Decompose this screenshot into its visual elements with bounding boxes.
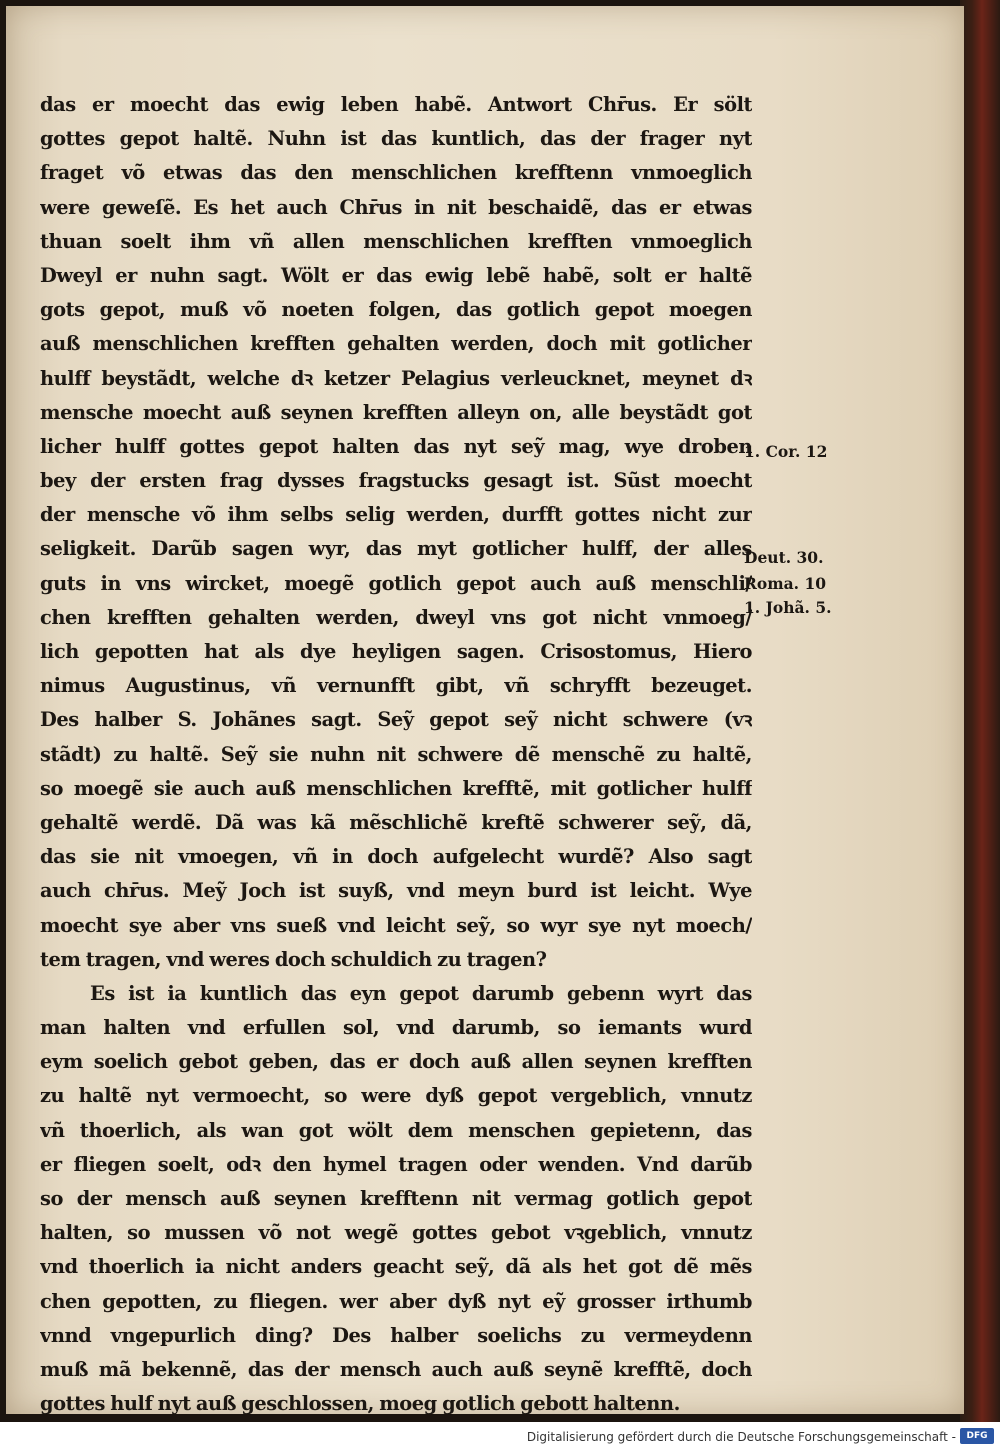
text-line: vnd thoerlich ia nicht anders geacht seỹ, dã als het got dẽ mẽs bbox=[40, 1255, 752, 1279]
text-line: eym soelich gebot geben, das er doch auß allen seynen krefften bbox=[40, 1050, 752, 1074]
text-line: so der mensch auß seynen krefftenn nit vermag gotlich gepot bbox=[40, 1187, 752, 1210]
text-line: mensche moecht auß seynen krefften alleyn on, alle beystãdt got bbox=[40, 400, 752, 424]
text-line: lich gepotten hat als dye heyligen sagen. Crisostomus, Hiero bbox=[40, 640, 752, 663]
text-line: fraget võ etwas das den menschlichen krefftenn vnmoeglich bbox=[40, 161, 752, 185]
text-line: guts in vns wircket, moegẽ gotlich gepot auch auß menschli/ bbox=[40, 571, 752, 595]
text-line: muß mã bekennẽ, das der mensch auch auß seynẽ krefftẽ, doch bbox=[40, 1357, 752, 1381]
text-line: gottes gepot haltẽ. Nuhn ist das kuntlich, das der frager nyt bbox=[40, 127, 752, 151]
dfg-logo-icon: DFG bbox=[960, 1428, 994, 1444]
text-line: thuan soelt ihm vñ allen menschlichen krefften vnmoeglich bbox=[40, 229, 752, 253]
margin-note: 1. Cor. 12 bbox=[744, 442, 828, 461]
text-line: das er moecht das ewig leben habẽ. Antwort Chr̄us. Er sölt bbox=[40, 93, 752, 116]
page-edge bbox=[960, 0, 1000, 1422]
text-line: Dweyl er nuhn sagt. Wölt er das ewig lebẽ habẽ, solt er haltẽ bbox=[40, 263, 752, 287]
text-line: Es ist ia kuntlich das eyn gepot darumb gebenn wyrt das bbox=[90, 981, 752, 1005]
text-line: Des halber S. Johãnes sagt. Seỹ gepot seỹ nicht schwere (vꝛ bbox=[40, 708, 752, 732]
text-line: gots gepot, muß võ noeten folgen, das gotlich gepot moegen bbox=[40, 298, 752, 322]
page-text bbox=[40, 88, 752, 1421]
footer bbox=[0, 1422, 1000, 1452]
text-line: gehaltẽ werdẽ. Dã was kã mẽschlichẽ kreftẽ schwerer seỹ, dã, bbox=[40, 810, 752, 834]
text-line: man halten vnd erfullen sol, vnd darumb, so iemants wurd bbox=[40, 1016, 752, 1040]
margin-note: Deut. 30. bbox=[744, 548, 824, 567]
text-line: seligkeit. Darũb sagen wyr, das myt gotlicher hulff, der alles bbox=[40, 537, 752, 561]
text-line: halten, so mussen võ not wegẽ gottes gebot vꝛgeblich, vnnutz bbox=[40, 1221, 752, 1245]
text-line: zu haltẽ nyt vermoecht, so were dyß gepot vergeblich, vnnutz bbox=[40, 1084, 752, 1108]
text-line: so moegẽ sie auch auß menschlichen krefftẽ, mit gotlicher hulff bbox=[40, 776, 752, 800]
text-line: nimus Augustinus, vñ vernunfft gibt, vñ schryfft bezeuget. bbox=[40, 674, 752, 698]
text-line: chen krefften gehalten werden, dweyl vns got nicht vnmoeg/ bbox=[40, 605, 752, 629]
text-line: stãdt) zu haltẽ. Seỹ sie nuhn nit schwere dẽ menschẽ zu haltẽ, bbox=[40, 742, 752, 766]
book-page bbox=[6, 6, 964, 1414]
text-line: hulff beystãdt, welche dꝛ ketzer Pelagius verleucknet, meynet dꝛ bbox=[40, 366, 752, 390]
text-line: das sie nit vmoegen, vñ in doch aufgelecht wurdẽ? Also sagt bbox=[40, 845, 752, 869]
text-line: vnnd vngepurlich ding? Des halber soelichs zu vermeydenn bbox=[40, 1323, 752, 1347]
margin-note: Roma. 10 bbox=[744, 574, 827, 593]
text-line: moecht sye aber vns sueß vnd leicht seỹ, so wyr sye nyt moech/ bbox=[40, 913, 752, 937]
text-line: der mensche võ ihm selbs selig werden, durfft gottes nicht zur bbox=[40, 503, 752, 527]
funding-credit: Digitalisierung gefördert durch die Deutsche Forschungsgemeinschaft - bbox=[526, 1430, 956, 1444]
text-line: were geweſẽ. Es het auch Chr̄us in nit beschaidẽ, das er etwas bbox=[40, 195, 752, 219]
text-line: tem tragen, vnd weres doch schuldich zu tragen? bbox=[40, 947, 547, 971]
margin-note: 1. Johã. 5. bbox=[744, 598, 832, 617]
text-line: gottes hulf nyt auß geschlossen, moeg gotlich gebott haltenn. bbox=[40, 1392, 680, 1416]
text-line: auch chr̄us. Meỹ Joch ist suyß, vnd meyn burd ist leicht. Wye bbox=[40, 879, 752, 903]
text-line: chen gepotten, zu fliegen. wer aber dyß nyt eỹ grosser irthumb bbox=[40, 1289, 752, 1313]
text-line: vñ thoerlich, als wan got wölt dem menschen gepietenn, das bbox=[40, 1118, 752, 1142]
text-line: auß menschlichen krefften gehalten werden, doch mit gotlicher bbox=[40, 332, 752, 356]
text-line: er fliegen soelt, odꝛ den hymel tragen oder wenden. Vnd darũb bbox=[40, 1152, 752, 1176]
text-line: licher hulff gottes gepot halten das nyt seỹ mag, wye droben bbox=[40, 434, 752, 458]
text-line: bey der ersten frag dysses fragstucks gesagt ist. Sũst moecht bbox=[40, 469, 752, 493]
